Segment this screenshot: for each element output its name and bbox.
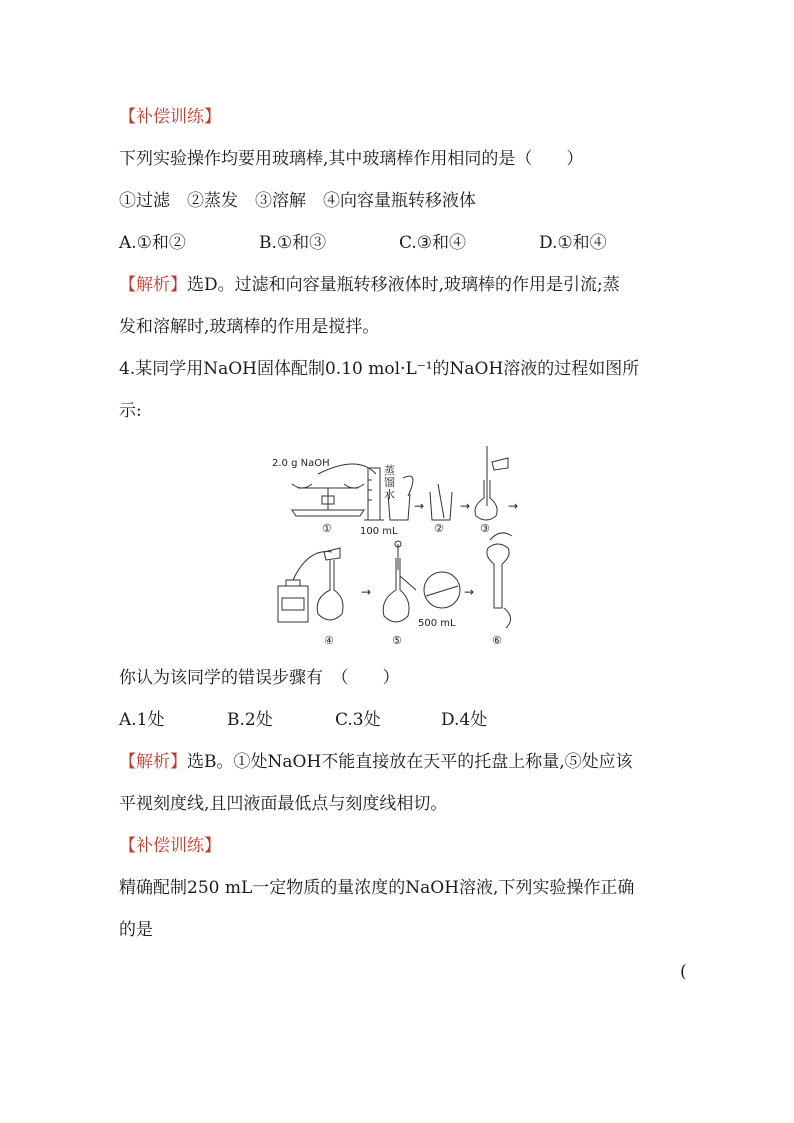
step-arrow-1: → [414,499,425,513]
question-text-2-cont: 的是 [119,920,153,940]
analysis-continued-4: 平视刻度线,且凹液面最低点与刻度线相切。 [119,794,448,814]
analysis-body: 选B。①处NaOH不能直接放在天平的托盘上称量,⑤处应该 [187,752,633,772]
section-heading-2: 【补偿训练】 [119,836,221,856]
500ml-label: 500 mL [418,618,456,629]
question-text-2: 精确配制250 mL一定物质的量浓度的NaOH溶液,下列实验操作正确 [119,878,635,898]
analysis-continued: 发和溶解时,玻璃棒的作用是搅拌。 [119,317,380,337]
question-items: ①过滤 ②蒸发 ③溶解 ④向容量瓶转移液体 [119,191,476,211]
step-arrow-4: → [361,585,372,599]
option-b[interactable]: B.①和③ [259,233,327,253]
section-heading: 【补偿训练】 [119,107,221,127]
option-c[interactable]: C.③和④ [399,233,467,253]
step-4-label: ④ [324,634,334,647]
step-6-label: ⑥ [492,634,502,647]
analysis-label: 【解析】 [119,275,187,295]
graduated-cylinder [368,468,380,520]
volumetric-flask-2 [317,560,343,620]
step-arrow-3: → [508,499,519,513]
magnifier-circle [424,572,460,608]
water-label-2: 馏 [384,476,395,489]
experiment-diagram [268,440,528,650]
step-1-label: ① [322,522,332,535]
beaker-2 [430,492,452,520]
step-arrow-5: → [464,585,475,599]
analysis-label: 【解析】 [119,752,187,772]
step-5-label: ⑤ [392,634,402,647]
experiment-figure [268,440,528,650]
naoh-label: 2.0 g NaOH [272,458,330,469]
option-a[interactable]: A.①和② [119,233,186,253]
volumetric-flask-3 [383,558,409,622]
analysis-body: 选D。过滤和向容量瓶转移液体时,玻璃棒的作用是引流;蒸 [187,275,620,295]
answer-options-4 [119,709,559,731]
question-4-text: 4.某同学用NaOH固体配制0.10 mol·L⁻¹的NaOH溶液的过程如图所 [119,359,640,379]
option-c[interactable]: C.3处 [335,710,381,730]
option-d[interactable]: D.①和④ [539,233,607,253]
balance-pan-left [292,484,312,488]
balance-base [292,510,364,516]
question-4-text-cont: 示: [119,401,142,421]
step-2-label: ② [434,522,444,535]
question-4-prompt: 你认为该同学的错误步骤有 （ ） [119,668,400,688]
option-a[interactable]: A.1处 [119,710,165,730]
option-d[interactable]: D.4处 [441,710,488,730]
analysis-text-4 [119,751,633,773]
option-b[interactable]: B.2处 [227,710,273,730]
balance-pan-right [344,484,364,488]
step-3-label: ③ [480,522,490,535]
volumetric-flask-4 [487,544,509,608]
answer-paren: ( [680,962,687,982]
step-arrow-2: → [460,499,471,513]
water-label-3: 水 [384,488,395,501]
answer-options [119,232,679,254]
analysis-text [119,274,620,296]
question-text: 下列实验操作均要用玻璃棒,其中玻璃棒作用相同的是（ ） [119,149,584,169]
water-label-1: 蒸 [384,464,395,477]
volumetric-flask-1 [475,480,497,520]
100ml-label: 100 mL [360,526,398,537]
